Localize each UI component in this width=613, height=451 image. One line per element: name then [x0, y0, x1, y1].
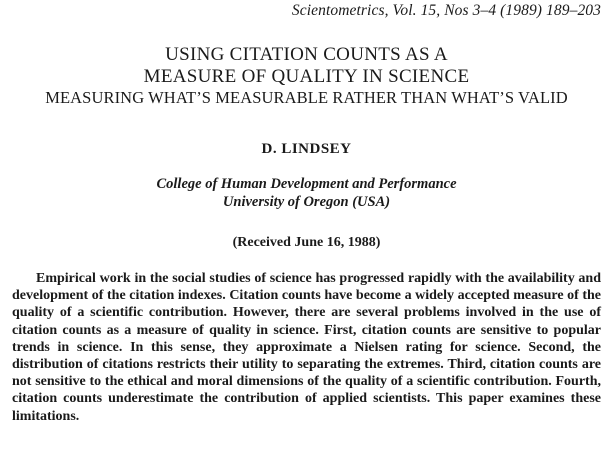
title-line-2: MEASURE OF QUALITY IN SCIENCE: [143, 66, 470, 87]
affiliation-line-2: University of Oregon (USA): [222, 194, 391, 210]
abstract-paragraph: Empirical work in the social studies of science has progressed rapidly with the availability and development of the citation indexes. Citation counts have become a widely accepted measure of the quality of a scientific contribution. However, there are several problems involved in the use of citation counts as a measure of quality in science. First, citation counts are sensitive to popular trends in science. In this sense, they approximate a Nielsen rating for science. Second, the distribution of citations restricts their utility to separating the extremes. Third, citation counts are not sensitive to the ethical and moral dimensions of the quality of a scientific contribution. Fourth, citation counts underestimate the contribution of applied scientists. This paper examines these limitations.: [12, 271, 601, 424]
author-name: D. LINDSEY: [261, 141, 352, 157]
title-line-1: USING CITATION COUNTS AS A: [165, 44, 448, 65]
received-date: (Received June 16, 1988): [232, 235, 381, 250]
journal-citation: Scientometrics, Vol. 15, Nos 3–4 (1989) 189–203: [291, 2, 601, 19]
affiliation-block: [0, 175, 613, 211]
affiliation-line-1: College of Human Development and Performance: [156, 176, 457, 192]
subtitle: MEASURING WHAT’S MEASURABLE RATHER THAN WHAT’S VALID: [45, 88, 568, 107]
title-block: [0, 44, 613, 108]
